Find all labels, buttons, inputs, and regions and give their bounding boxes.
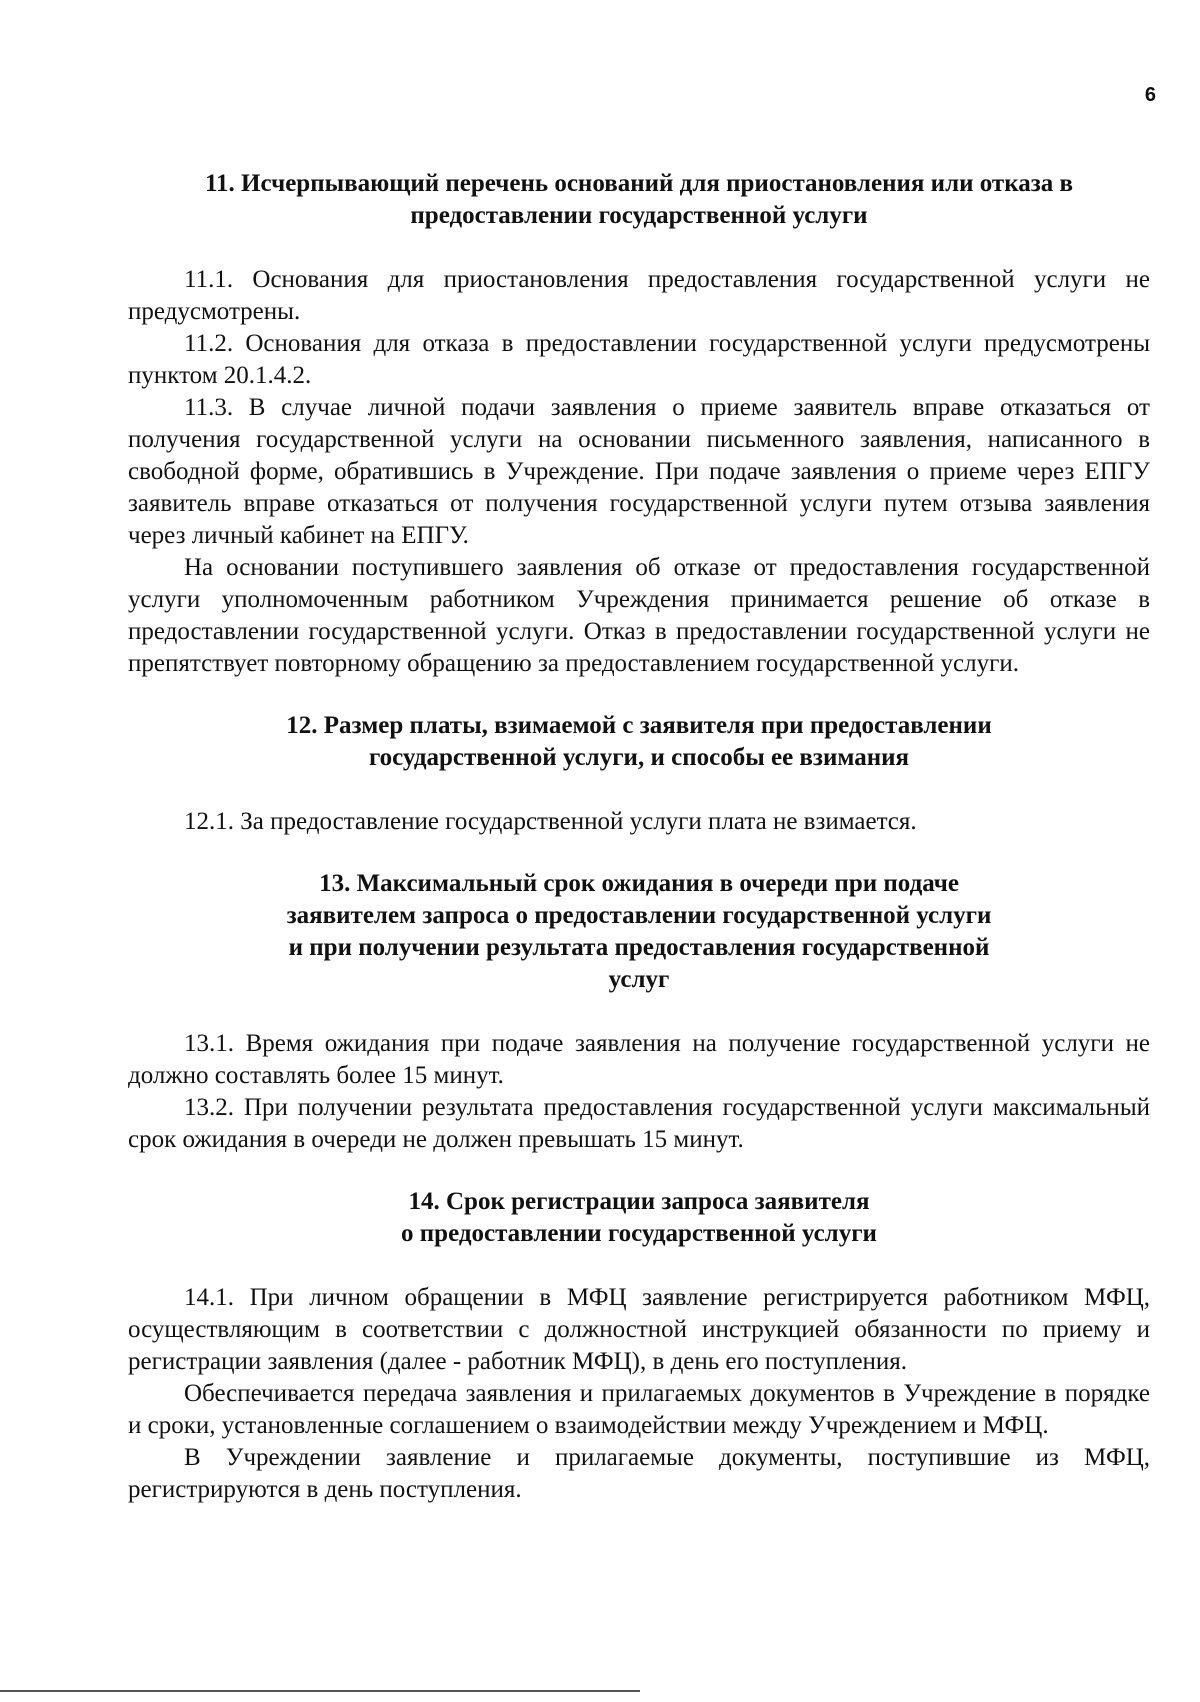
paragraph-14-1-transfer: Обеспечивается передача заявления и прилагаемых документов в Учреждение в порядке и сроки, установленные соглашением о взаимодействии между Учреждением и МФЦ. — [128, 1380, 1150, 1439]
paragraph-11-3-continued: На основании поступившего заявления об отказе от предоставления государственной услуги уполномоченным работником Учреждения принимается решение об отказе в предоставлении государственной услуги. Отказ в предоставлении государственной услуги не препятствует повторному обращению за предоставлением государственной услуги. — [128, 554, 1150, 677]
paragraph-14-1: 14.1. При личном обращении в МФЦ заявление регистрируется работником МФЦ, осуществляющим в соответствии с должностной инструкцией обязанности по приему и регистрации заявления (далее - работник МФЦ), в день его поступления. — [128, 1284, 1150, 1375]
section-13-heading — [128, 868, 1150, 996]
section-14-heading — [128, 1186, 1150, 1250]
document-body — [128, 168, 1150, 1506]
footer-divider — [0, 1690, 640, 1692]
paragraph-11-2: 11.2. Основания для отказа в предоставлении государственной услуги предусмотрены пунктом 20.1.4.2. — [128, 330, 1150, 389]
section-heading-line: 14. Срок регистрации запроса заявителя — [408, 1188, 870, 1215]
section-heading-line: государственной услуги, и способы ее взимания — [368, 744, 910, 771]
section-heading-line: 13. Максимальный срок ожидания в очереди при подаче — [319, 870, 959, 897]
section-12-heading — [128, 710, 1150, 774]
paragraph-13-2: 13.2. При получении результата предоставления государственной услуги максимальный срок ожидания в очереди не должен превышать 15 минут. — [128, 1094, 1150, 1153]
section-heading-line: заявителем запроса о предоставлении государственной услуги — [286, 902, 992, 929]
paragraph-12-1: 12.1. За предоставление государственной услуги плата не взимается. — [184, 808, 917, 835]
section-heading-line: 11. Исчерпывающий перечень оснований для приостановления или отказа в — [204, 170, 1074, 197]
section-heading-line: 12. Размер платы, взимаемой с заявителя при предоставлении — [286, 712, 992, 739]
paragraph-13-1: 13.1. Время ожидания при подаче заявления на получение государственной услуги не должно составлять более 15 минут. — [128, 1030, 1150, 1089]
paragraph-11-1: 11.1. Основания для приостановления предоставления государственной услуги не предусмотрены. — [128, 266, 1150, 325]
section-heading-line: и при получении результата предоставления государственной — [288, 934, 990, 961]
section-heading-line: о предоставлении государственной услуги — [401, 1220, 877, 1247]
paragraph-14-1-registration: В Учреждении заявление и прилагаемые документы, поступившие из МФЦ, регистрируются в день поступления. — [128, 1444, 1150, 1503]
page-number: 6 — [1144, 84, 1156, 106]
section-heading-line: услуг — [608, 966, 670, 993]
section-heading-line: предоставлении государственной услуги — [410, 202, 868, 229]
section-11-heading — [128, 168, 1150, 232]
paragraph-11-3: 11.3. В случае личной подачи заявления о приеме заявитель вправе отказаться от получения государственной услуги на основании письменного заявления, написанного в свободной форме, обратившись в Учреждение. При подаче заявления о приеме через ЕПГУ заявитель вправе отказаться от получения государственной услуги путем отзыва заявления через личный кабинет на ЕПГУ. — [128, 394, 1150, 549]
